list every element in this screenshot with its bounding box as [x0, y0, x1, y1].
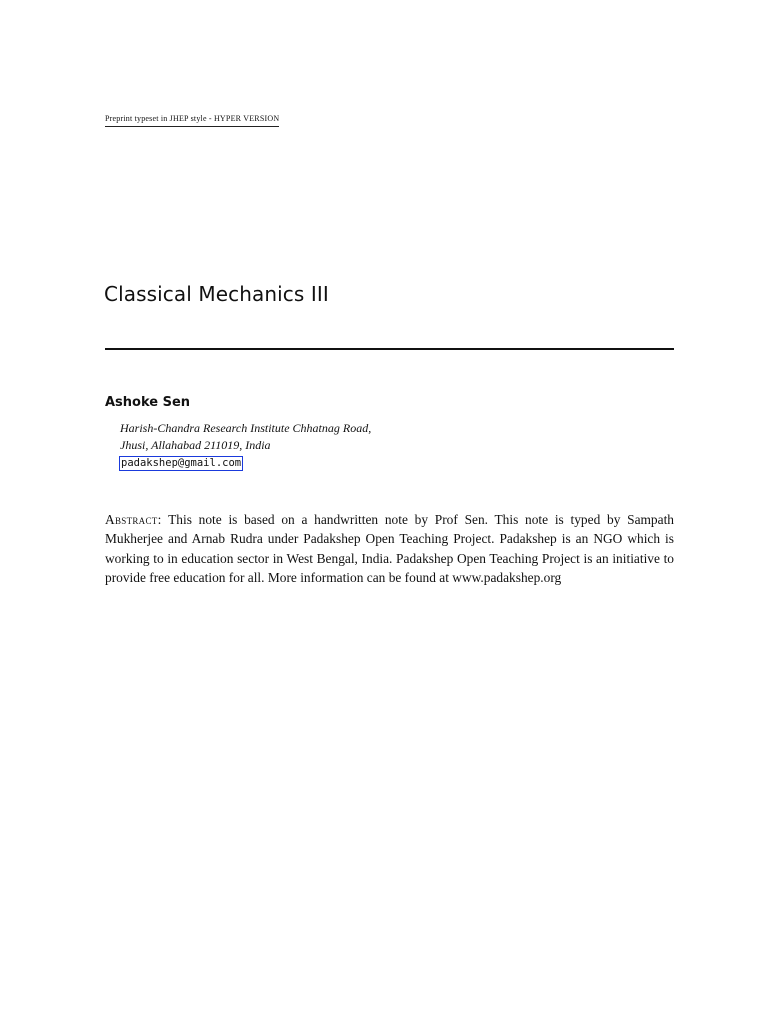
preprint-notice: Preprint typeset in JHEP style - HYPER VERSION [105, 114, 279, 127]
abstract-text: This note is based on a handwritten note by Prof Sen. This note is typed by Sampath Mukherjee and Arnab Rudra under Padakshep Open Teaching Project. Padakshep is an NGO which is working to in education sector in West Bengal, India. Padakshep Open Teaching Project is an initiative to provide free education for all. More information can be found at www.padakshep.org [105, 512, 674, 586]
author-name: Ashoke Sen [105, 395, 191, 410]
title-rule [105, 348, 674, 350]
affiliation-line-1: Harish-Chandra Research Institute Chhatnag Road, [120, 421, 372, 435]
paper-title: Classical Mechanics III [104, 282, 329, 306]
author-email-link[interactable]: padakshep@gmail.com [121, 457, 242, 469]
abstract [105, 510, 674, 588]
abstract-label: Abstract: [105, 512, 162, 527]
affiliation-line-2: Jhusi, Allahabad 211019, India [120, 438, 271, 452]
author-affiliation [120, 420, 371, 454]
